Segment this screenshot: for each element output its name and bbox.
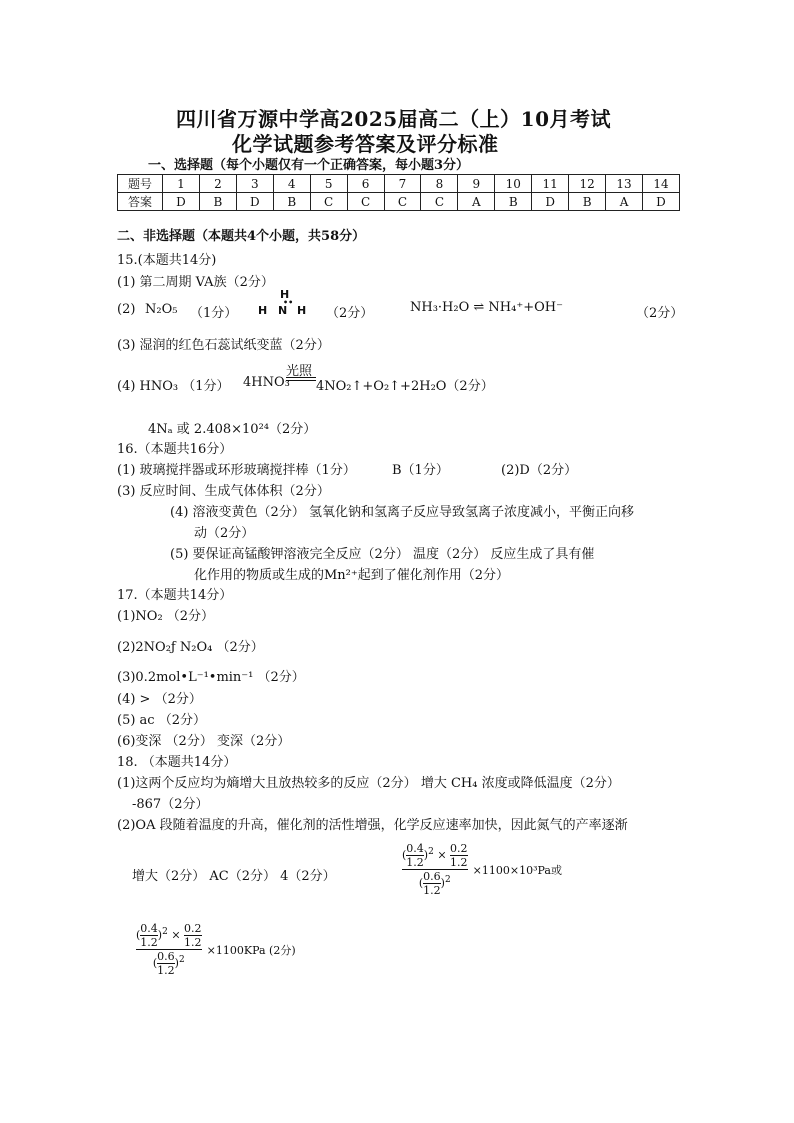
fraction-a	[406, 842, 424, 869]
table-cell: C	[347, 193, 384, 211]
table-cell: 7	[384, 175, 421, 193]
q18-line3: (2)OA 段随着温度的升高，催化剂的活性增强，化学反应速率加快，因此氮气的产率逐渐	[117, 818, 628, 833]
table-cell: A	[606, 193, 643, 211]
table-cell: D	[163, 193, 200, 211]
frac-num: 0.4	[140, 922, 158, 935]
q17-line3: (3)0.2mol•L⁻¹•min⁻¹ （2分）	[117, 670, 305, 685]
q17-line2: (2)2NO₂ƒ N₂O₄ （2分）	[117, 640, 264, 655]
table-cell: D	[532, 193, 569, 211]
q18-line1: (1)这两个反应均为熵增大且放热较多的反应（2分） 增大 CH₄ 浓度或降低温度（2分）	[117, 776, 620, 791]
table-row-numbers	[118, 175, 680, 193]
q17-line4: (4) > （2分）	[117, 692, 202, 707]
frac-num: 0.6	[157, 950, 175, 963]
atom-h-left: H	[258, 304, 268, 317]
fraction-c	[423, 870, 441, 897]
kp-expression-2	[136, 922, 296, 977]
frac-den: 1.2	[450, 856, 468, 869]
table-cell: 1	[163, 175, 200, 193]
table-cell: 2	[199, 175, 236, 193]
table-cell: 6	[347, 175, 384, 193]
q15-line5: 4Nₐ 或 2.408×10²⁴（2分）	[148, 422, 317, 437]
q15-line2-label: (2)	[117, 302, 136, 317]
q15-title: 15.(本题共14分)	[117, 253, 217, 268]
table-cell: 4	[273, 175, 310, 193]
table-cell: 10	[495, 175, 532, 193]
frac-den: 1.2	[406, 856, 424, 869]
frac-den: 1.2	[423, 884, 441, 897]
q15-line4-a: (4) HNO₃ （1分）	[117, 379, 230, 394]
kp-denominator: ( $\frac{0.6}{1.2}$ )$^2$	[402, 869, 468, 897]
title-line-1: 四川省万源中学高2025届高二（上）10月考试	[176, 107, 611, 131]
table-cell: C	[421, 193, 458, 211]
frac-den: 1.2	[157, 964, 175, 977]
q16-line3b: 动（2分）	[194, 526, 255, 541]
table-cell: C	[310, 193, 347, 211]
table-cell: 11	[532, 175, 569, 193]
reaction-line	[286, 377, 316, 378]
table-cell: B	[495, 193, 532, 211]
frac-num: 0.2	[184, 922, 202, 935]
atom-h-top: H	[280, 288, 290, 301]
row-label: 题号	[118, 175, 163, 193]
kp-fraction	[136, 922, 202, 977]
q15-points-3: （2分）	[636, 306, 684, 321]
q18-line4: 增大（2分） AC（2分） 4（2分）	[132, 869, 336, 884]
q18-line2: -867（2分）	[132, 797, 209, 812]
table-cell: 14	[642, 175, 679, 193]
table-row-answers	[118, 193, 680, 211]
kp-numerator: ( $\frac{0.4}{1.2}$ )$^2$ × $\frac{0.2}{1.2}$	[136, 922, 202, 949]
q17-line1: (1)NO₂ （2分）	[117, 609, 215, 624]
electron-formula	[258, 288, 310, 324]
kp-denominator: ( $\frac{0.6}{1.2}$ )$^2$	[136, 949, 202, 977]
atom-n: N	[278, 304, 288, 317]
q15-points-1: （1分）	[190, 306, 238, 321]
q16-line1-a: (1) 玻璃搅拌器或环形玻璃搅拌棒（1分）	[117, 463, 356, 478]
fraction-c	[157, 950, 175, 977]
fraction-b	[184, 922, 202, 949]
table-cell: 3	[236, 175, 273, 193]
row-label: 答案	[118, 193, 163, 211]
kp-fraction	[402, 842, 468, 897]
table-cell: 5	[310, 175, 347, 193]
q16-line1-c: (2)D（2分）	[501, 463, 578, 478]
q15-line1: (1) 第二周期 VA族（2分）	[117, 275, 274, 290]
table-cell: C	[384, 193, 421, 211]
kp-expression-1	[402, 842, 562, 897]
table-cell: B	[569, 193, 606, 211]
frac-num: 0.4	[406, 842, 424, 855]
frac-num: 0.6	[423, 870, 441, 883]
frac-num: 0.2	[450, 842, 468, 855]
q17-title: 17.（本题共14分）	[117, 588, 233, 603]
electron-pair-icon: ••	[283, 298, 294, 307]
q16-line4: (5) 要保证高锰酸钾溶液完全反应（2分） 温度（2分） 反应生成了具有催	[170, 547, 595, 562]
frac-den: 1.2	[140, 936, 158, 949]
q16-line4b: 化作用的物质或生成的Mn²⁺起到了催化剂作用（2分）	[194, 568, 510, 583]
table-cell: B	[199, 193, 236, 211]
table-cell: B	[273, 193, 310, 211]
frac-den: 1.2	[184, 936, 202, 949]
q15-points-2: （2分）	[326, 306, 374, 321]
table-cell: D	[642, 193, 679, 211]
table-cell: 8	[421, 175, 458, 193]
fraction-a	[140, 922, 158, 949]
table-cell: A	[458, 193, 495, 211]
table-cell: 13	[606, 175, 643, 193]
kp-tail-1: ×1100×10³Pa或	[472, 864, 562, 877]
q18-title: 18. （本题共14分）	[117, 755, 237, 770]
q15-condition: 光照	[286, 364, 313, 379]
q15-ionization-equation: NH₃·H₂O ⇌ NH₄⁺+OH⁻	[410, 300, 563, 315]
q15-line3: (3) 湿润的红色石蕊试纸变蓝（2分）	[117, 338, 330, 353]
q15-formula: N₂O₅	[145, 302, 178, 317]
q17-line5: (5) ac （2分）	[117, 713, 206, 728]
table-cell: D	[236, 193, 273, 211]
section2-heading: 二、非选择题（本题共4个小题，共58分）	[117, 229, 366, 244]
answer-table	[117, 174, 680, 211]
atom-h-right: H	[297, 304, 307, 317]
q15-eq-left: 4HNO₃	[243, 375, 290, 390]
kp-numerator: ( $\frac{0.4}{1.2}$ )$^2$ × $\frac{0.2}{1.2}$	[402, 842, 468, 869]
q16-title: 16.（本题共16分）	[117, 442, 233, 457]
q17-line6: (6)变深 （2分） 变深（2分）	[117, 734, 291, 749]
title-line-2: 化学试题参考答案及评分标准	[232, 132, 499, 156]
q16-line3: (4) 溶液变黄色（2分） 氢氧化钠和氢离子反应导致氢离子浓度减小，平衡正向移	[170, 505, 634, 520]
fraction-b	[450, 842, 468, 869]
reaction-line	[286, 380, 316, 381]
q16-line1-b: B（1分）	[392, 463, 449, 478]
q15-eq-right: 4NO₂↑+O₂↑+2H₂O（2分）	[316, 379, 494, 394]
section1-heading: 一、选择题（每个小题仅有一个正确答案，每小题3分）	[148, 158, 470, 173]
q16-line2: (3) 反应时间、生成气体体积（2分）	[117, 484, 330, 499]
table-cell: 12	[569, 175, 606, 193]
table-cell: 9	[458, 175, 495, 193]
kp-tail-2: ×1100KPa (2分)	[206, 944, 296, 957]
